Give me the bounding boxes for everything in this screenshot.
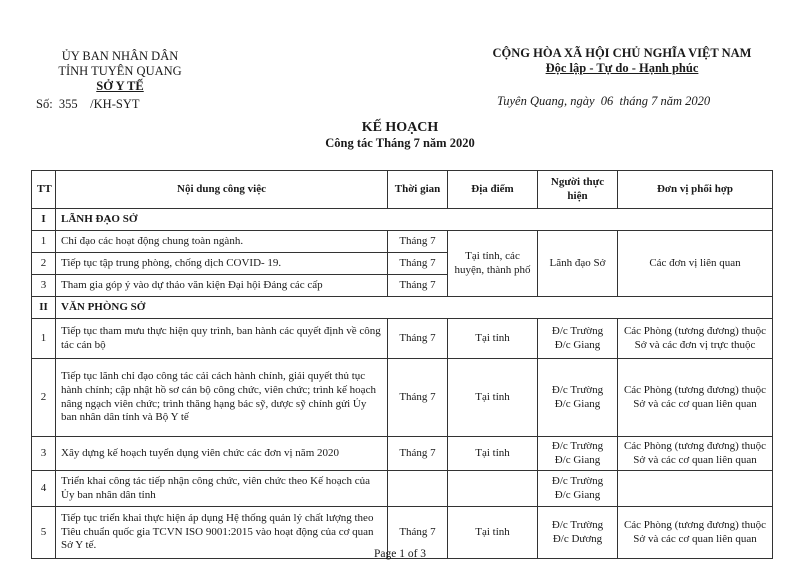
motto-subline: Độc lập - Tự do - Hạnh phúc <box>545 61 699 75</box>
row-coord <box>618 471 773 507</box>
document-date: Tuyên Quang, ngày 06 tháng 7 năm 2020 <box>497 94 711 108</box>
row-coord: Các Phòng (tương đương) thuộc Sở và các cơ quan liên quan <box>618 507 773 559</box>
national-motto: CỘNG HÒA XÃ HỘI CHỦ NGHĨA VIỆT NAM <box>492 46 752 60</box>
title-block <box>0 120 800 151</box>
document-number: Số: 355 /KH-SYT <box>36 97 140 111</box>
table-row <box>32 437 773 471</box>
row-place: Tại tỉnh <box>448 319 538 359</box>
col-header-tt: TT <box>32 171 56 209</box>
row-content: Tham gia góp ý vào dự thảo văn kiện Đại hội Đảng các cấp <box>56 275 388 297</box>
row-time: Tháng 7 <box>388 275 448 297</box>
row-number: 2 <box>32 253 56 275</box>
table-row <box>32 471 773 507</box>
section-row <box>32 209 773 231</box>
row-number: 4 <box>32 471 56 507</box>
row-place <box>448 471 538 507</box>
row-time: Tháng 7 <box>388 231 448 253</box>
row-person: Lãnh đạo Sở <box>538 231 618 297</box>
row-time: Tháng 7 <box>388 437 448 471</box>
section-number: II <box>32 297 56 319</box>
row-content: Tiếp tục triển khai thực hiện áp dụng Hệ thống quản lý chất lượng theo Tiêu chuẩn quốc gia TCVN ISO 9001:2015 vào hoạt động của cơ quan Sở Y tế. <box>56 507 388 559</box>
agency-line2: TỈNH TUYÊN QUANG <box>58 64 182 78</box>
row-time <box>388 471 448 507</box>
header-left <box>30 49 210 94</box>
section-label: LÃNH ĐẠO SỞ <box>56 209 773 231</box>
row-time: Tháng 7 <box>388 359 448 437</box>
row-coord: Các Phòng (tương đương) thuộc Sở và các cơ quan liên quan <box>618 437 773 471</box>
page-number: Page 1 of 3 <box>373 548 427 560</box>
row-content: Tiếp tục tham mưu thực hiện quy trình, ban hành các quyết định về công tác cán bộ <box>56 319 388 359</box>
row-person: Đ/c Trường Đ/c Giang <box>538 319 618 359</box>
plan-table <box>31 170 773 559</box>
col-header-time: Thời gian <box>388 171 448 209</box>
table-header-row <box>32 171 773 209</box>
section-row <box>32 297 773 319</box>
table-row <box>32 359 773 437</box>
row-place: Tại tỉnh <box>448 507 538 559</box>
col-header-coord: Đơn vị phối hợp <box>618 171 773 209</box>
row-coord: Các Phòng (tương đương) thuộc Sở và các cơ quan liên quan <box>618 359 773 437</box>
row-time: Tháng 7 <box>388 253 448 275</box>
row-content: Tiếp tục lãnh chỉ đạo công tác cải cách hành chính, giải quyết thủ tục hành chính; cập nhật hồ sơ cán bộ công chức, viên chức; trình kế hoạch nâng ngạch viên chức; trình thăng hạng bác sỹ, dược sỹ chính gửi Ủy ban nhân dân tỉnh và Bộ Y tế <box>56 359 388 437</box>
row-place: Tại tỉnh, các huyện, thành phố <box>448 231 538 297</box>
table-row <box>32 319 773 359</box>
row-coord: Các đơn vị liên quan <box>618 231 773 297</box>
header-right <box>462 46 782 76</box>
agency-line1: ỦY BAN NHÂN DÂN <box>61 49 179 63</box>
col-header-place: Địa điểm <box>448 171 538 209</box>
row-place: Tại tỉnh <box>448 437 538 471</box>
row-content: Chỉ đạo các hoạt động chung toàn ngành. <box>56 231 388 253</box>
doc-subtitle: Công tác Tháng 7 năm 2020 <box>325 136 475 150</box>
agency-line3: SỞ Y TẾ <box>96 79 144 93</box>
col-header-person: Người thực hiện <box>538 171 618 209</box>
section-label: VĂN PHÒNG SỞ <box>56 297 773 319</box>
col-header-content: Nội dung công việc <box>56 171 388 209</box>
row-person: Đ/c Trường Đ/c Giang <box>538 471 618 507</box>
row-content: Triển khai công tác tiếp nhận công chức, viên chức theo Kế hoạch của Ủy ban nhân dân tỉnh <box>56 471 388 507</box>
doc-title: KẾ HOẠCH <box>361 120 439 135</box>
row-number: 3 <box>32 275 56 297</box>
row-place: Tại tỉnh <box>448 359 538 437</box>
section-number: I <box>32 209 56 231</box>
row-person: Đ/c Trường Đ/c Giang <box>538 437 618 471</box>
row-time: Tháng 7 <box>388 507 448 559</box>
row-number: 1 <box>32 319 56 359</box>
row-coord: Các Phòng (tương đương) thuộc Sở và các đơn vị trực thuộc <box>618 319 773 359</box>
table-row <box>32 231 773 253</box>
row-content: Xây dựng kế hoạch tuyển dụng viên chức các đơn vị năm 2020 <box>56 437 388 471</box>
row-content: Tiếp tục tập trung phòng, chống dịch COVID- 19. <box>56 253 388 275</box>
row-number: 5 <box>32 507 56 559</box>
row-number: 2 <box>32 359 56 437</box>
row-number: 1 <box>32 231 56 253</box>
row-person: Đ/c Trường Đ/c Dương <box>538 507 618 559</box>
row-person: Đ/c Trường Đ/c Giang <box>538 359 618 437</box>
row-time: Tháng 7 <box>388 319 448 359</box>
row-number: 3 <box>32 437 56 471</box>
